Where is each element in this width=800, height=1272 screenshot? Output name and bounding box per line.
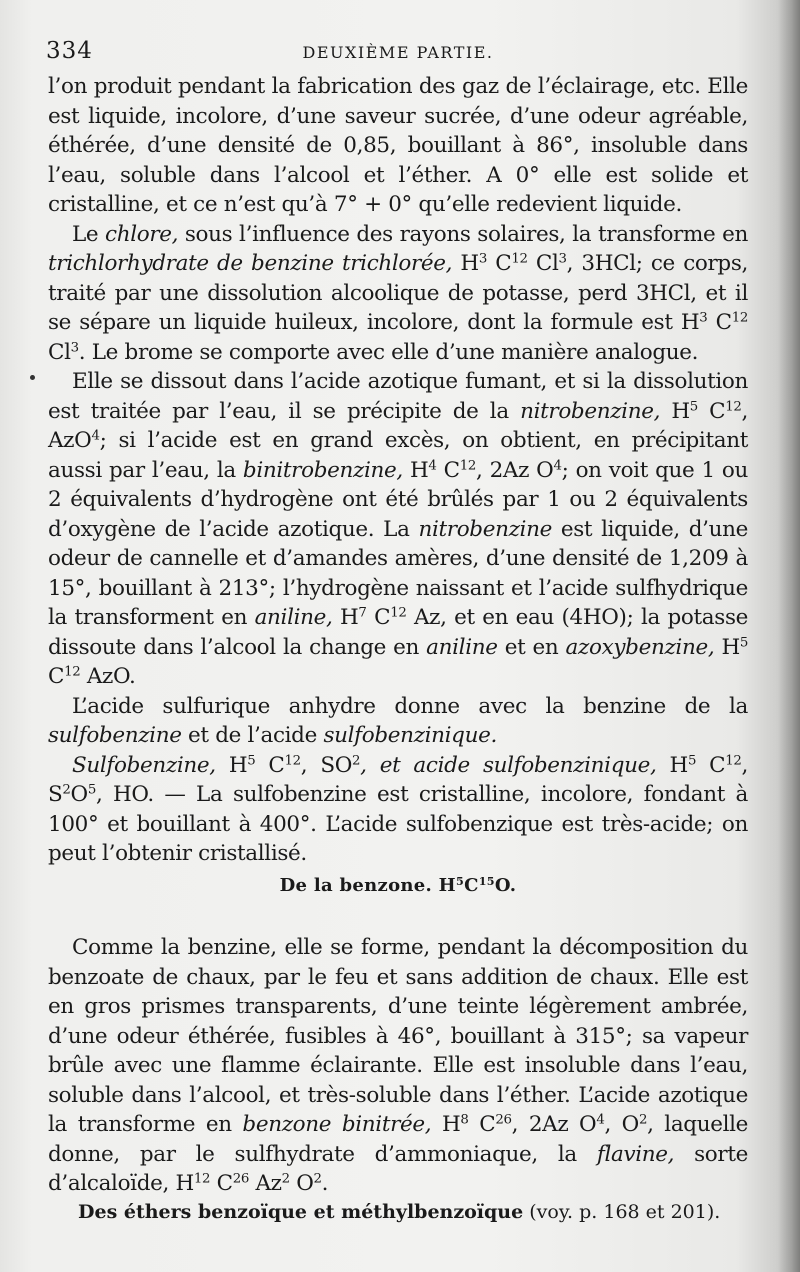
- superscript: 12: [390, 605, 407, 621]
- formula-run: H: [438, 875, 456, 896]
- formula-run: , O: [604, 1112, 639, 1137]
- paragraph-4: [48, 692, 748, 751]
- superscript: 15: [478, 874, 495, 888]
- formula-run: C: [707, 310, 732, 335]
- superscript: 5: [247, 753, 256, 769]
- cross-reference-pages: (voy. p. 168 et 201).: [523, 1201, 721, 1223]
- text-run: est liquide, d’une odeur de cannelle et d’amandes amères, d’une densité de 1,209 à 15°, bouillant à 213°; l’hydrogène naissant et l’acide sulfhydrique la transforment en: [48, 516, 748, 630]
- superscript: 12: [725, 753, 742, 769]
- text-run: , 3HCl; ce corps, traité par une dissolution alcoolique de potasse, perd 3HCl, et il se sépare un liquide huileux, incolore, dont la formule est H: [48, 251, 748, 335]
- running-head: DEUXIÈME PARTIE.: [302, 43, 494, 62]
- formula-run: .: [321, 1171, 329, 1196]
- formula-run: C: [436, 457, 460, 483]
- superscript: 5: [689, 399, 698, 415]
- italic-term: nitrobenzine,: [520, 398, 661, 424]
- formula-run: H: [656, 752, 688, 778]
- superscript: 7: [358, 605, 367, 621]
- formula-run: C: [366, 605, 391, 630]
- formula-run: , AzO: [48, 398, 748, 453]
- superscript: 4: [553, 458, 562, 474]
- italic-term: azoxybenzine,: [565, 634, 715, 660]
- superscript: 12: [459, 458, 476, 474]
- text-run: Comme la benzine, elle se forme, pendant la décomposition du benzoate de chaux, par le feu et sans addition de chaux. Elle est en gros prismes transparents, d’une teinte légèrement ambrée, d’une odeur éthérée, fusibles à 46°, bouillant à 315°; sa vapeur brûle avec une flamme éclairante. Elle est insoluble dans l’eau, soluble dans l’alcool, et très-soluble dans l’éther. L’acide azotique la transforme en: [48, 935, 748, 1137]
- formula-run: H: [714, 634, 740, 660]
- formula-run: C: [697, 398, 726, 424]
- formula-run: H: [431, 1112, 461, 1137]
- formula-run: H: [402, 457, 429, 483]
- text-run: ; si l’acide est en grand excès, on obtient, en précipitant aussi par l’eau, la: [48, 428, 748, 483]
- italic-term: chlore,: [105, 221, 179, 247]
- formula-run: O.: [494, 875, 517, 896]
- superscript: 2: [62, 782, 71, 798]
- text-run: Le: [72, 221, 106, 247]
- margin-mark: [30, 375, 35, 380]
- superscript: 26: [495, 1112, 512, 1128]
- italic-term: trichlorhydrate de benzine trichlorée,: [48, 251, 453, 276]
- text-run: et en: [497, 634, 566, 660]
- formula-run: O: [289, 1171, 314, 1196]
- formula-run: Cl: [48, 339, 71, 365]
- formula-run: C: [48, 664, 65, 689]
- superscript: 12: [725, 399, 742, 415]
- superscript: 5: [87, 782, 96, 798]
- superscript: 5: [739, 635, 748, 651]
- section-heading: [48, 875, 748, 896]
- formula-run: H: [660, 398, 690, 424]
- main-text: [48, 72, 748, 869]
- superscript: 2: [281, 1171, 290, 1187]
- italic-term: flavine,: [596, 1141, 675, 1167]
- italic-term: benzone binitrée,: [242, 1112, 432, 1137]
- superscript: 4: [91, 428, 100, 444]
- superscript: 3: [558, 251, 567, 267]
- text-run: sous l’influence des rayons solaires, la transforme en: [178, 221, 748, 247]
- cross-reference-line: [78, 1201, 728, 1223]
- section-body: [48, 933, 748, 1199]
- text-run: . Le brome se comporte avec elle d’une manière analogue.: [78, 339, 699, 365]
- formula-run: C: [255, 752, 285, 778]
- formula-run: C: [468, 1112, 496, 1137]
- superscript: 8: [460, 1112, 469, 1128]
- formula-run: C: [696, 752, 726, 778]
- formula-run: H: [332, 605, 359, 630]
- superscript: 3: [70, 340, 79, 356]
- paragraph-1: [48, 72, 748, 220]
- text-run: Elle se dissout dans l’acide azotique fumant, et si la dissolution est traitée par l’eau, il se précipite de la: [48, 369, 748, 424]
- text-run: Az, et en eau (4HO); la potasse dissoute dans l’alcool la change en: [48, 605, 749, 660]
- section-paragraph: [48, 933, 748, 1199]
- formula-run: O: [70, 782, 88, 807]
- formula-run: Cl: [527, 251, 559, 276]
- formula-run: , 2Az O: [511, 1112, 597, 1137]
- text-run: , HO. — La sulfobenzine est cristalline, incolore, fondant à 100° et bouillant à 400°. L’acide sulfobenzique est très-acide; on peut l’obtenir cristallisé.: [48, 782, 748, 866]
- text-run: ; on voit que 1 ou 2 équivalents d’hydrogène ont été brûlés par 1 ou 2 équivalents d’oxygène de l’acide azotique. La: [48, 457, 748, 542]
- paragraph-2: [48, 220, 748, 368]
- italic-term: binitrobenzine,: [242, 457, 403, 483]
- superscript: 2: [352, 753, 361, 769]
- superscript: 12: [731, 310, 748, 326]
- text-run: sorte d’alcaloïde, H: [48, 1141, 748, 1196]
- superscript: 12: [193, 1171, 211, 1187]
- formula-run: AzO.: [80, 664, 136, 689]
- italic-term: nitrobenzine: [418, 516, 552, 542]
- superscript: 3: [478, 251, 487, 267]
- formula-run: , SO: [300, 752, 353, 778]
- formula-run: H: [215, 752, 248, 778]
- italic-term: , et acide sulfobenzinique,: [360, 752, 657, 778]
- text-run: et de l’acide: [181, 723, 324, 748]
- paragraph-1-text: l’on produit pendant la fabrication des gaz de l’éclairage, etc. Elle est liquide, incolore, d’une saveur sucrée, d’une odeur agréable, éthérée, d’une densité de 0,85, bouillant à 86°, insoluble dans l’eau, soluble dans l’alcool et l’éther. A 0° elle est solide et cristalline, et ce n’est qu’à 7° + 0° qu’elle redevient liquide.: [48, 74, 748, 217]
- text-run: L’acide sulfurique anhydre donne avec la benzine de la: [72, 693, 748, 719]
- superscript: 5: [455, 874, 465, 888]
- cross-reference-heading: Des éthers benzoïque et méthylbenzoïque: [78, 1201, 524, 1223]
- superscript: 12: [284, 753, 301, 769]
- page-header: [46, 38, 750, 68]
- formula-run: C: [210, 1171, 233, 1196]
- superscript: 2: [313, 1171, 322, 1187]
- formula-run: , S: [48, 752, 748, 807]
- italic-term: aniline,: [254, 605, 333, 630]
- italic-term: aniline: [426, 634, 498, 660]
- superscript: 26: [232, 1171, 249, 1187]
- superscript: 12: [511, 251, 528, 267]
- paragraph-3: [48, 367, 748, 692]
- paragraph-5: [48, 751, 748, 869]
- page-edge-shadow: [778, 0, 800, 1272]
- formula-run: , 2Az O: [475, 457, 554, 483]
- italic-term: sulfobenzine: [48, 723, 182, 748]
- superscript: 5: [687, 753, 697, 769]
- formula-run: C: [486, 251, 512, 276]
- formula-run: H: [452, 251, 479, 276]
- superscript: 4: [428, 458, 437, 474]
- superscript: 3: [699, 310, 708, 326]
- superscript: 12: [64, 664, 81, 680]
- italic-term: Sulfobenzine,: [72, 752, 216, 778]
- formula-run: Az: [248, 1171, 282, 1196]
- page-number: 334: [46, 38, 93, 64]
- italic-term: sulfobenzinique.: [323, 723, 497, 748]
- superscript: 2: [638, 1112, 648, 1128]
- superscript: 4: [596, 1112, 605, 1128]
- text-run: , laquelle donne, par le sulfhydrate d’ammoniaque, la: [48, 1112, 748, 1167]
- formula-run: C: [464, 875, 479, 896]
- section-heading-text: De la benzone.: [279, 875, 439, 896]
